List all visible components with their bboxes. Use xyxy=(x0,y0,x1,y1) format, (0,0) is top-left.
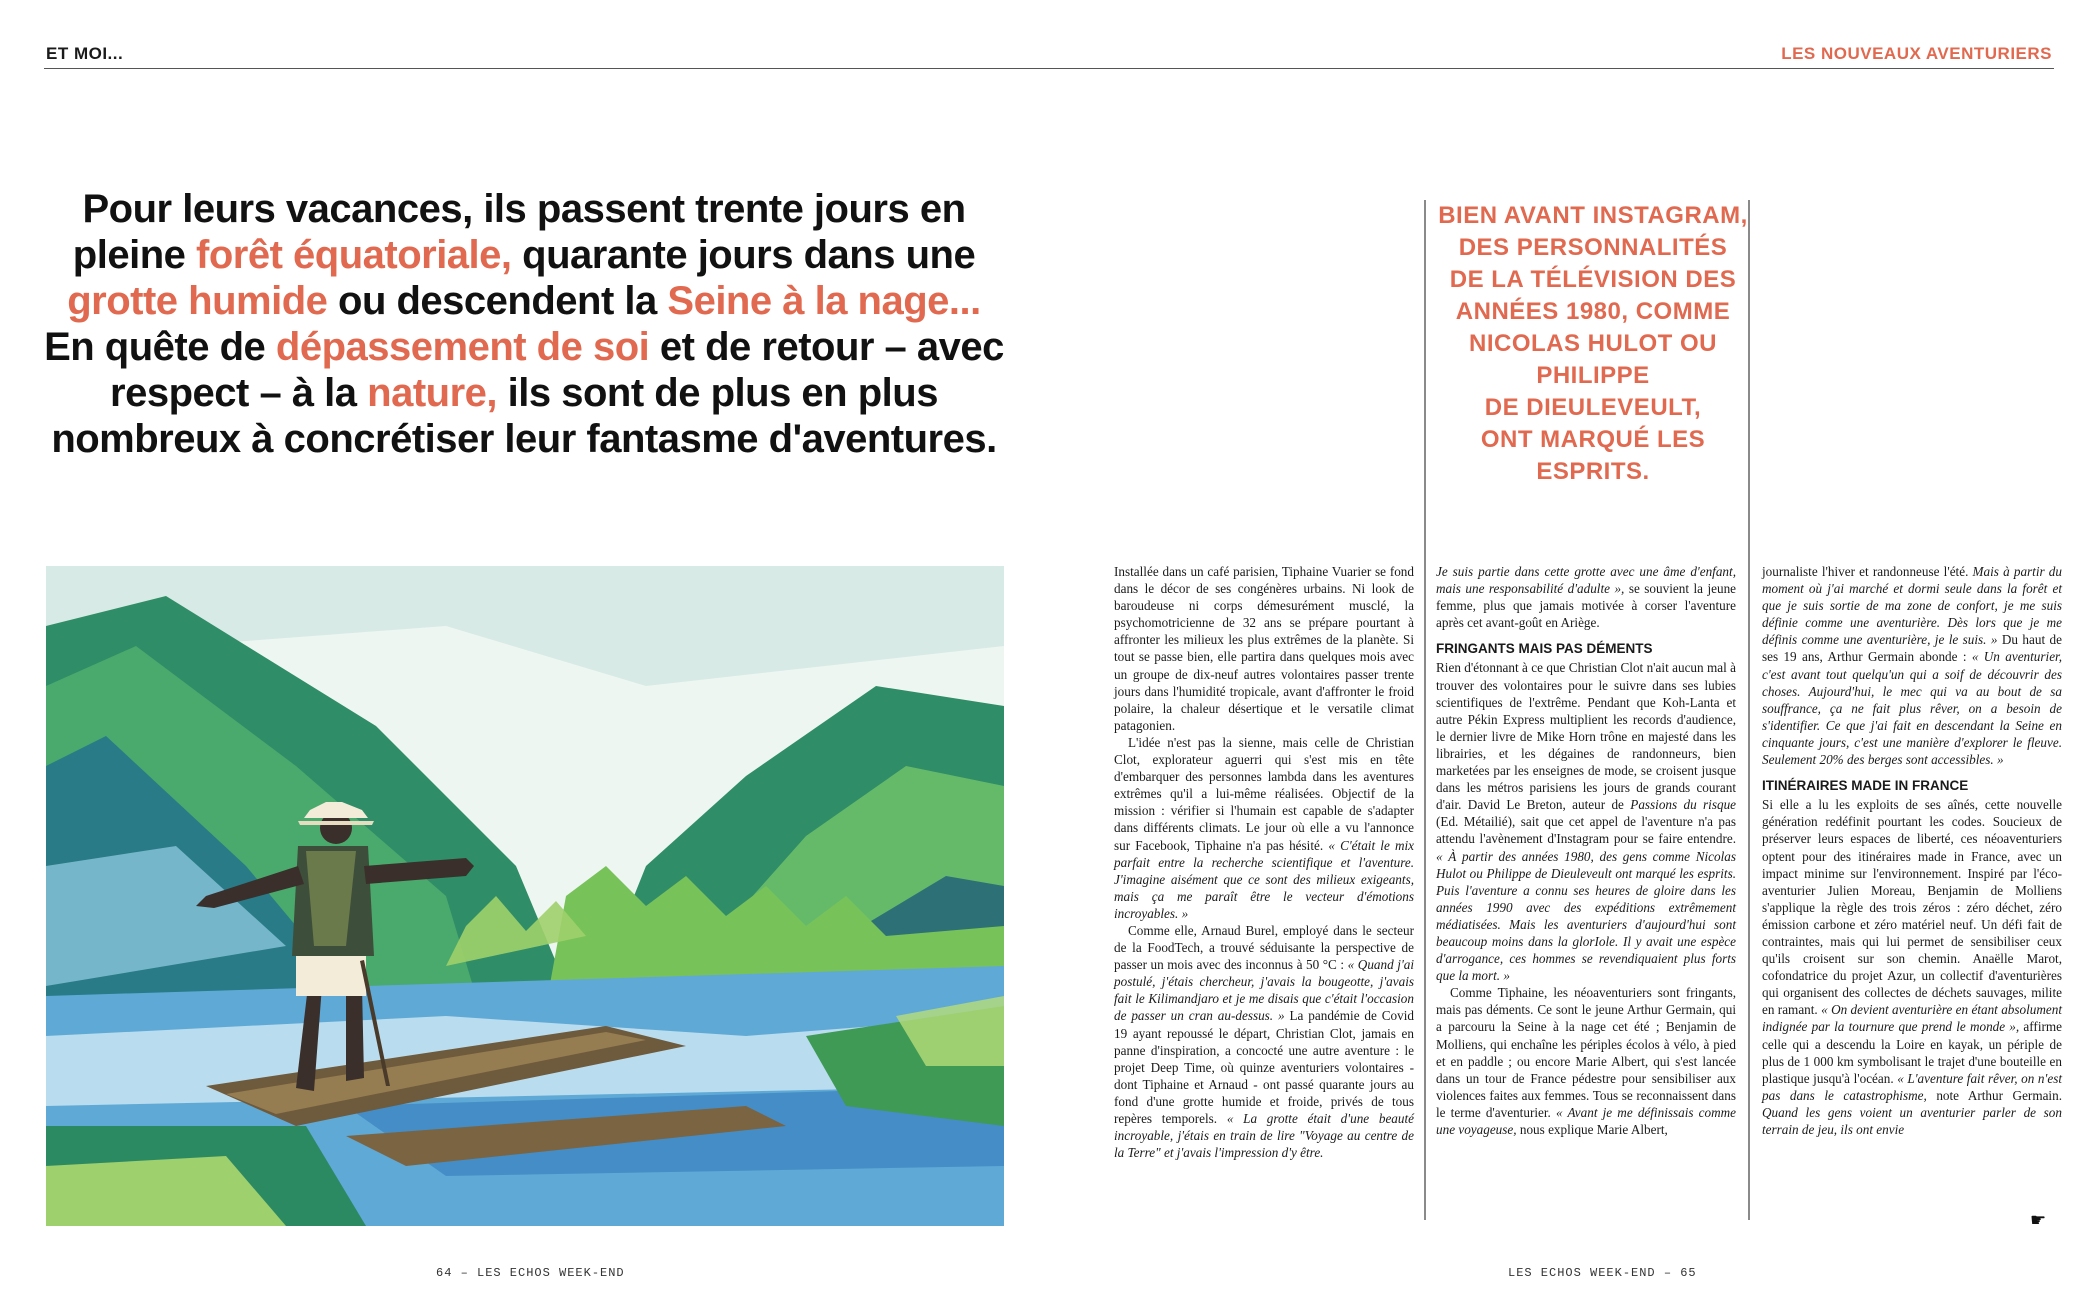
book-title: Passions du risque xyxy=(1630,797,1737,813)
body-text: L'idée n'est pas la sienne, mais celle de Christian Clot, explorateur aguerri qui s'est mis en tête d'embarquer des personnes lambda dans les aventures extrêmes qu'il a lui-même réalisées. Objectif de la mission : vérifier si l'humain est capable de s'adapter dans différents climats. Le jour où elle a vu l'annonce sur Facebook, Tiphaine n'a pas hésité. xyxy=(1114,734,1414,853)
page-folio-left: 64 – LES ECHOS WEEK-END xyxy=(436,1266,625,1280)
body-paragraph xyxy=(1114,734,1414,922)
subheading: FRINGANTS MAIS PAS DÉMENTS xyxy=(1436,641,1653,657)
body-paragraph: Installée dans un café parisien, Tiphaine Vuarier se fond dans le décor de ses congénères urbains. Ni look de baroudeuse ni corps démesurément musclé, la psychomotricienne de 32 ans se prépare pourtant à affronter les milieux les plus extrêmes de la planète. Si tout se passe bien, elle partira dans quelques mois avec un groupe de dix-neuf autres volontaires passer trente jours dans l'humidité tropicale, avant d'affronter le froid polaire, la chaleur désertique et le versatile climat patagonien. xyxy=(1114,564,1414,733)
quote-text: « À partir des années 1980, des gens comme Nicolas Hulot ou Philippe de Dieuleveult ont marqué les esprits. Puis l'aventure a connu ses heures de gloire dans les années 1990 avec des expéditions extrêmement médiatisées. Mais les aventuriers d'aujourd'hui sont beaucoup moins dans la glorIole. Il y avait une espèce d'arrogance, ces hommes se revendiquaient plus forts que la mort. » xyxy=(1436,848,1736,984)
intro-paragraph xyxy=(44,186,1004,462)
intro-highlight: Seine à la nage... xyxy=(667,279,981,323)
article-column-3 xyxy=(1762,563,2062,1138)
body-paragraph xyxy=(1436,563,1736,631)
body-text: se souvient la jeune femme, plus que jamais motivée à corser l'aventure après cet avant-goût en Ariège. xyxy=(1436,581,1737,631)
quote-text: « L'aventure fait rêver, on n'est pas dans le catastrophisme, xyxy=(1762,1070,2062,1103)
body-text: affirme celle qui a descendu la Loire en kayak, un périple de plus de 1 000 km symbolisant le trajet d'une bouteille en plastique jusqu'à l'océan. xyxy=(1762,1019,2062,1086)
body-paragraph xyxy=(1762,563,2062,768)
quote-text: « Quand j'ai postulé, j'étais chercheur, j'avais la bougeotte, j'avais fait le Kilimandjaro et je me disais que c'était l'occasion de passer un cran au-dessus. » xyxy=(1114,957,1415,1024)
article-column-1 xyxy=(1114,563,1414,1161)
body-text: Comme elle, Arnaud Burel, employé dans le secteur de la FoodTech, a trouvé séduisante la perspective de passer un mois avec des inconnus à 50 °C : xyxy=(1114,922,1414,973)
quote-text: « C'était le mix parfait entre la recherche scientifique et l'aventure. J'imagine aisément que ce sont des milieux exigeants, mais ça me paraît être le vecteur d'émotions incroyables. » xyxy=(1114,837,1415,921)
body-text: Rien d'étonnant à ce que Christian Clot n'ait aucun mal à trouver des volontaires pour le suivre dans ses lubies scientifiques de l'extrême. Pendant que Koh-Lanta et autre Pékin Express multiplient les records d'audience, le dernier livre de Mike Horn trône en majesté dans les librairies, et les dégaines de randonneurs, bien marketées par les enseignes de mode, se croisent jusque dans les métros parisiens les jours de grands courant d'air. David Le Breton, auteur de xyxy=(1436,660,1736,813)
pointing-hand-icon: ☛ xyxy=(2030,1210,2047,1230)
pull-quote-line: ONT MARQUÉ LES ESPRITS. xyxy=(1480,426,1706,485)
intro-text: Pour leurs vacances, ils passent trente jours en pleine xyxy=(72,187,966,277)
pull-quote xyxy=(1428,200,1758,488)
intro-text: et de retour – avec respect – à la xyxy=(110,325,1004,415)
intro-text: En quête de xyxy=(44,325,266,369)
header-rule xyxy=(44,68,2054,69)
hiker-illustration xyxy=(46,566,1004,1226)
quote-text: « La grotte était d'une beauté incroyable, j'étais en train de lire "Voyage au centre de la Terre" et j'avais l'impression d'y être. xyxy=(1114,1111,1415,1161)
body-text: Du haut de ses 19 ans, Arthur Germain abonde : xyxy=(1762,632,2063,665)
hiker-illustration-art xyxy=(46,566,1004,1226)
body-paragraph xyxy=(1762,796,2062,1138)
intro-highlight: nature, xyxy=(367,371,498,415)
intro-highlight: forêt équatoriale, xyxy=(196,233,512,277)
pull-quote-line: DE DIEULEVEULT, xyxy=(1484,394,1702,421)
body-text: La pandémie de Covid 19 ayant repoussé le départ, Christian Clot, jamais en panne d'inspiration, a concocté une autre aventure : le projet Deep Time, où quinze aventuriers volontaires - dont Tiphaine et Arnaud - ont passé quarante jours au fond d'une grotte humide et froide, privés de tous repères temporels. xyxy=(1114,1008,1415,1126)
quote-text: Je suis partie dans cette grotte avec une âme d'enfant, mais une responsabilité d'adulte », xyxy=(1436,564,1736,597)
intro-text: ou descendent la xyxy=(338,279,657,323)
section-label-left: ET MOI... xyxy=(46,44,124,63)
intro-highlight: grotte humide xyxy=(67,279,328,323)
quote-text: « On devient aventurière en étant absolument indignée par la tournure que prend le monde », xyxy=(1762,1002,2063,1035)
body-paragraph xyxy=(1436,984,1736,1138)
quote-text: « Avant je me définissais comme une voyageuse, xyxy=(1436,1104,1736,1137)
section-label-right: LES NOUVEAUX AVENTURIERS xyxy=(1781,44,2052,63)
subheading: ITINÉRAIRES MADE IN FRANCE xyxy=(1762,778,1969,794)
quote-text: Quand les gens voient un aventurier parler de son terrain de jeu, ils ont envie xyxy=(1762,1104,2062,1137)
article-column-2 xyxy=(1436,563,1736,1138)
body-text: nous explique Marie Albert, xyxy=(1519,1122,1668,1137)
quote-text: « Un aventurier, c'est avant tout quelqu'un qui a soif de découvrir des choses. Aujourd'hui, le mec qui va au bout de sa souffrance, ça ne fait plus rêver, on a besoin de s'identifier. Ce que j'ai fait en descendant la Seine en cinquante jours, c'est une manière d'explorer le fleuve. Seulement 20% des berges sont accessibles. » xyxy=(1762,649,2063,768)
body-paragraph xyxy=(1436,659,1736,984)
body-text: (Ed. Métailié), sait que cet appel de l'aventure n'a pas attendu l'avènement d'Instagram pour se faire entendre. xyxy=(1436,814,1736,847)
body-text: journaliste l'hiver et randonneuse l'été. xyxy=(1762,564,1969,579)
body-paragraph xyxy=(1114,922,1414,1161)
body-text: Comme Tiphaine, les néoaventuriers sont fringants, mais pas déments. Ce sont le jeune Arthur Germain, qui a parcouru la Seine à la nage cet été ; Benjamin de Molliens, qui enchaîne les périples écolos à vélo, à pied et en paddle ; ou encore Marie Albert, qui s'est lancée dans un tour de France pédestre pour sensibiliser aux violences faites aux femmes. Tous se reconnaissent dans le terme d'aventurier. xyxy=(1436,985,1736,1120)
pull-quote-line: BIEN AVANT INSTAGRAM, xyxy=(1438,202,1748,229)
column-rule xyxy=(1424,200,1426,1220)
quote-text: Mais à partir du moment où j'ai marché et dormi seule dans la forêt et que je suis sortie de ma zone de confort, je me suis définie comme une aventurière. Dès lors que je me définis comme une aventurière, je le suis. » xyxy=(1762,564,2062,648)
body-text: note Arthur Germain. xyxy=(1936,1087,2062,1103)
intro-text: ils sont de plus en plus nombreux à concrétiser leur fantasme d'aventures. xyxy=(51,371,997,461)
pull-quote-line: NICOLAS HULOT OU PHILIPPE xyxy=(1469,330,1717,389)
intro-highlight: dépassement de soi xyxy=(275,325,650,369)
intro-text: quarante jours dans une xyxy=(522,233,976,277)
page-folio-right: LES ECHOS WEEK-END – 65 xyxy=(1508,1266,1697,1280)
body-text: Si elle a lu les exploits de ses aînés, cette nouvelle génération redéfinit pourtant les codes. Soucieux de préserver leurs espaces de liberté, ces néoaventuriers optent pour des itinéraires made in France, avec un impact minime sur l'environnement. Inspiré par l'éco-aventurier Julien Moreau, Benjamin de Molliens s'applique la règle des trois zéros : zéro déchet, zéro émission carbone et zéro matériel neuf. Un défi fait de contraintes, mais qui lui permet de sensibiliser ceux qu'ils croisent sur son chemin. Anaëlle Marot, cofondatrice du projet Azur, un collectif d'aventurières qui organisent des collectes de déchets sauvages, milite en ramant. xyxy=(1762,797,2062,1018)
pull-quote-line: DES PERSONNALITÉS xyxy=(1458,234,1728,261)
pull-quote-line: DE LA TÉLÉVISION DES xyxy=(1449,266,1737,293)
pull-quote-line: ANNÉES 1980, COMME xyxy=(1455,298,1731,325)
